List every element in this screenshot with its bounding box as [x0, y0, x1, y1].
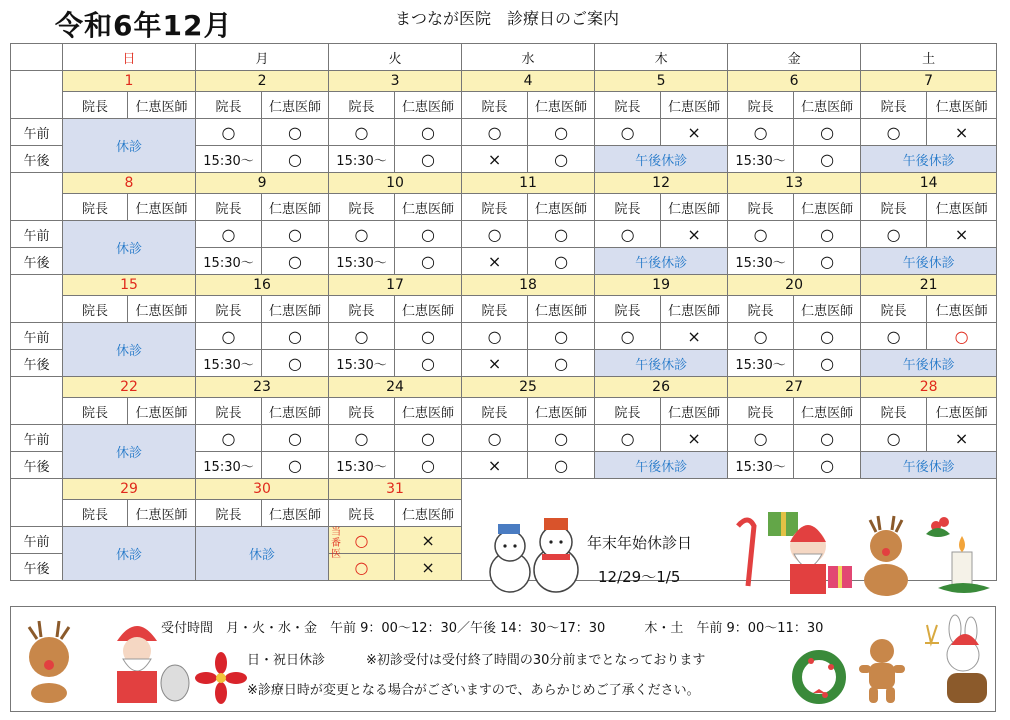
pm-mark: 15:30～: [728, 248, 794, 275]
staff-incho: 院長: [595, 194, 661, 221]
staff-jinkei: 仁恵医師: [794, 296, 861, 323]
am-mark: ○: [728, 221, 794, 248]
staff-incho: 院長: [196, 398, 262, 425]
staff-incho: 院長: [462, 398, 528, 425]
am-mark: ○: [462, 425, 528, 452]
date-row: [11, 71, 997, 92]
am-mark: ○: [794, 323, 861, 350]
pm-label: 午後: [11, 452, 63, 479]
pm-mark: ○: [395, 452, 462, 479]
staff-incho: 院長: [329, 194, 395, 221]
staff-row: [11, 92, 997, 119]
am-mark: ○: [861, 323, 927, 350]
change-notice: ※診療日時が変更となる場合がございますので、あらかじめご了承ください。: [247, 683, 700, 698]
am-mark: ○: [329, 323, 395, 350]
closed-days-note: 日・祝日休診: [247, 653, 326, 668]
kyushin-cell: 休診: [63, 425, 196, 479]
date-23: 23: [196, 377, 329, 398]
gingerbread-icon: [857, 635, 907, 709]
staff-incho: 院長: [462, 92, 528, 119]
am-mark: ○: [329, 221, 395, 248]
staff-jinkei: 仁恵医師: [927, 92, 997, 119]
am-mark: ○: [528, 221, 595, 248]
date-29: 29: [63, 479, 196, 500]
staff-jinkei: 仁恵医師: [927, 194, 997, 221]
staff-jinkei: 仁恵医師: [794, 92, 861, 119]
gogo-kyushin-cell: 午後休診: [595, 350, 728, 377]
date-13: 13: [728, 173, 861, 194]
staff-jinkei: 仁恵医師: [262, 398, 329, 425]
staff-incho: 院長: [728, 398, 794, 425]
am-label: 午前: [11, 119, 63, 146]
staff-jinkei: 仁恵医師: [661, 296, 728, 323]
touban-pm-b: ×: [395, 554, 462, 581]
staff-jinkei: 仁恵医師: [128, 296, 196, 323]
am-mark: ○: [329, 119, 395, 146]
am-label: 午前: [11, 425, 63, 452]
kyushin-cell: 休診: [63, 527, 196, 581]
am-mark: ○: [861, 425, 927, 452]
am-row: [11, 425, 997, 452]
pm-mark: ○: [794, 452, 861, 479]
pm-mark: ○: [794, 248, 861, 275]
wreath-icon: [789, 647, 849, 711]
staff-incho: 院長: [595, 398, 661, 425]
am-mark: ×: [661, 425, 728, 452]
am-label: 午前: [11, 323, 63, 350]
pm-mark: ○: [528, 350, 595, 377]
staff-row: [11, 398, 997, 425]
date-14: 14: [861, 173, 997, 194]
gogo-kyushin-cell: 午後休診: [861, 350, 997, 377]
pm-mark: ×: [462, 248, 528, 275]
touban-am-a: 当番医 ○: [329, 527, 395, 554]
date-1: 1: [63, 71, 196, 92]
staff-incho: 院長: [595, 92, 661, 119]
pm-mark: 15:30～: [196, 146, 262, 173]
am-mark: ○: [196, 119, 262, 146]
staff-jinkei: 仁恵医師: [395, 500, 462, 527]
am-mark: ○: [595, 221, 661, 248]
date-24: 24: [329, 377, 462, 398]
pm-mark: 15:30～: [196, 350, 262, 377]
am-mark: ×: [927, 119, 997, 146]
date-31: 31: [329, 479, 462, 500]
gogo-kyushin-cell: 午後休診: [595, 146, 728, 173]
pm-mark: ○: [528, 146, 595, 173]
am-mark: ○: [462, 323, 528, 350]
am-mark: ○: [794, 221, 861, 248]
corner-cell: [11, 44, 63, 71]
gogo-kyushin-cell: 午後休診: [861, 452, 997, 479]
poinsettia-icon: [194, 651, 248, 709]
weekday-wed: 水: [462, 44, 595, 71]
pm-mark: 15:30～: [329, 248, 395, 275]
am-mark: ○: [395, 425, 462, 452]
am-mark: ○: [262, 323, 329, 350]
date-15: 15: [63, 275, 196, 296]
week-label-cell: [11, 275, 63, 323]
week-label-cell: [11, 479, 63, 527]
reindeer-left-icon: [15, 613, 85, 707]
staff-row: [11, 194, 997, 221]
staff-jinkei: 仁恵医師: [128, 92, 196, 119]
pm-label: 午後: [11, 248, 63, 275]
staff-incho: 院長: [63, 398, 128, 425]
date-5: 5: [595, 71, 728, 92]
holiday-notice-dates: 12/29〜1/5: [598, 568, 681, 586]
am-mark: ○: [395, 119, 462, 146]
date-17: 17: [329, 275, 462, 296]
am-mark: ○: [861, 119, 927, 146]
date-6: 6: [728, 71, 861, 92]
am-mark: ○: [262, 119, 329, 146]
staff-incho: 院長: [728, 296, 794, 323]
staff-jinkei: 仁恵医師: [528, 194, 595, 221]
staff-incho: 院長: [728, 194, 794, 221]
staff-incho: 院長: [196, 194, 262, 221]
staff-incho: 院長: [861, 194, 927, 221]
am-mark: ×: [661, 221, 728, 248]
am-mark: ○: [528, 323, 595, 350]
weekday-sat: 土: [861, 44, 997, 71]
staff-incho: 院長: [63, 296, 128, 323]
pm-mark: ○: [395, 248, 462, 275]
am-mark: ○: [595, 425, 661, 452]
pm-mark: ○: [262, 452, 329, 479]
pm-label: 午後: [11, 350, 63, 377]
staff-jinkei: 仁恵医師: [661, 194, 728, 221]
pm-mark: 15:30～: [329, 452, 395, 479]
date-20: 20: [728, 275, 861, 296]
staff-jinkei: 仁恵医師: [262, 194, 329, 221]
week-label-cell: [11, 173, 63, 221]
staff-jinkei: 仁恵医師: [128, 194, 196, 221]
am-mark: ○: [462, 119, 528, 146]
am-mark: ×: [661, 323, 728, 350]
date-19: 19: [595, 275, 728, 296]
pm-mark: 15:30～: [329, 350, 395, 377]
date-16: 16: [196, 275, 329, 296]
staff-incho: 院長: [329, 398, 395, 425]
staff-jinkei: 仁恵医師: [395, 296, 462, 323]
date-21: 21: [861, 275, 997, 296]
am-mark: ○: [728, 323, 794, 350]
am-mark: ○: [528, 425, 595, 452]
pm-mark: ○: [794, 146, 861, 173]
staff-jinkei: 仁恵医師: [395, 194, 462, 221]
pm-mark: ○: [262, 350, 329, 377]
gogo-kyushin-cell: 午後休診: [861, 146, 997, 173]
snowman-illustration: [478, 510, 588, 600]
date-11: 11: [462, 173, 595, 194]
date-10: 10: [329, 173, 462, 194]
staff-jinkei: 仁恵医師: [528, 398, 595, 425]
first-visit-note: ※初診受付は受付終了時間の30分前までとなっております: [366, 653, 706, 668]
staff-incho: 院長: [728, 92, 794, 119]
date-row: [11, 173, 997, 194]
pm-mark: ×: [462, 146, 528, 173]
kyushin-cell: 休診: [63, 221, 196, 275]
pm-mark: ○: [528, 452, 595, 479]
pm-label: 午後: [11, 554, 63, 581]
candle-holly-illustration: [918, 506, 994, 602]
kyushin-cell: 休診: [63, 119, 196, 173]
am-mark: ○: [395, 323, 462, 350]
page-subtitle: まつなが医院 診療日のご案内: [395, 9, 620, 28]
info-panel: [10, 606, 996, 712]
am-mark: ○: [329, 425, 395, 452]
holiday-notice-title: 年末年始休診日: [587, 534, 693, 552]
pm-mark: 15:30～: [728, 146, 794, 173]
gogo-kyushin-cell: 午後休診: [595, 452, 728, 479]
reindeer-illustration: [856, 510, 916, 600]
touban-am-b: ×: [395, 527, 462, 554]
am-mark: ○: [728, 425, 794, 452]
weekday-mon: 月: [196, 44, 329, 71]
date-4: 4: [462, 71, 595, 92]
staff-jinkei: 仁恵医師: [128, 500, 196, 527]
week-label-cell: [11, 377, 63, 425]
staff-incho: 院長: [63, 194, 128, 221]
staff-incho: 院長: [196, 296, 262, 323]
staff-jinkei: 仁恵医師: [262, 500, 329, 527]
pm-mark: ○: [395, 350, 462, 377]
am-mark: ○: [595, 323, 661, 350]
pm-mark: 15:30～: [196, 452, 262, 479]
date-25: 25: [462, 377, 595, 398]
date-7: 7: [861, 71, 997, 92]
am-mark: ○: [262, 425, 329, 452]
staff-jinkei: 仁恵医師: [128, 398, 196, 425]
date-9: 9: [196, 173, 329, 194]
staff-incho: 院長: [63, 500, 128, 527]
staff-jinkei: 仁恵医師: [794, 398, 861, 425]
staff-jinkei: 仁恵医師: [262, 92, 329, 119]
pm-mark: 15:30～: [728, 350, 794, 377]
am-mark: ○: [196, 323, 262, 350]
am-mark: ×: [661, 119, 728, 146]
weekday-sun: 日: [63, 44, 196, 71]
staff-incho: 院長: [329, 92, 395, 119]
date-row: [11, 479, 997, 500]
am-mark: ×: [927, 221, 997, 248]
weekday-thu: 木: [595, 44, 728, 71]
am-row: [11, 323, 997, 350]
rabbit-cake-icon: [911, 615, 993, 715]
date-22: 22: [63, 377, 196, 398]
staff-jinkei: 仁恵医師: [395, 92, 462, 119]
am-mark: ○: [196, 425, 262, 452]
staff-incho: 院長: [63, 92, 128, 119]
staff-incho: 院長: [329, 500, 395, 527]
am-mark: ○: [794, 425, 861, 452]
touban-pm-a: ○: [329, 554, 395, 581]
staff-incho: 院長: [861, 92, 927, 119]
pm-mark: 15:30～: [728, 452, 794, 479]
kyushin-cell: 休診: [196, 527, 329, 581]
date-26: 26: [595, 377, 728, 398]
date-27: 27: [728, 377, 861, 398]
pm-mark: ○: [395, 146, 462, 173]
date-row: [11, 377, 997, 398]
staff-jinkei: 仁恵医師: [927, 398, 997, 425]
schedule-table: [10, 43, 997, 581]
am-mark: ×: [927, 425, 997, 452]
pm-label: 午後: [11, 146, 63, 173]
weekday-fri: 金: [728, 44, 861, 71]
pm-mark: ×: [462, 452, 528, 479]
am-mark: ○: [462, 221, 528, 248]
date-28: 28: [861, 377, 997, 398]
date-2: 2: [196, 71, 329, 92]
am-mark: ○: [395, 221, 462, 248]
am-mark: ○: [794, 119, 861, 146]
week-label-cell: [11, 71, 63, 119]
pm-mark: 15:30～: [196, 248, 262, 275]
staff-jinkei: 仁恵医師: [794, 194, 861, 221]
santa-gifts-illustration: [728, 506, 858, 602]
page-title: 令和6年12月: [55, 9, 233, 42]
staff-incho: 院長: [196, 500, 262, 527]
staff-jinkei: 仁恵医師: [927, 296, 997, 323]
pm-mark: ○: [794, 350, 861, 377]
staff-incho: 院長: [462, 194, 528, 221]
pm-mark: ×: [462, 350, 528, 377]
am-mark: ○: [528, 119, 595, 146]
am-mark: ○: [595, 119, 661, 146]
staff-incho: 院長: [196, 92, 262, 119]
date-row: [11, 275, 997, 296]
staff-incho: 院長: [861, 296, 927, 323]
am-mark: ○: [861, 221, 927, 248]
staff-incho: 院長: [861, 398, 927, 425]
am-label: 午前: [11, 527, 63, 554]
staff-jinkei: 仁恵医師: [528, 92, 595, 119]
touban-label: 当番医: [331, 527, 342, 560]
kyushin-cell: 休診: [63, 323, 196, 377]
staff-jinkei: 仁恵医師: [661, 398, 728, 425]
staff-incho: 院長: [329, 296, 395, 323]
weekday-header: [11, 44, 997, 71]
pm-mark: ○: [262, 248, 329, 275]
date-30: 30: [196, 479, 329, 500]
staff-jinkei: 仁恵医師: [661, 92, 728, 119]
weekday-tue: 火: [329, 44, 462, 71]
am-mark: ○: [728, 119, 794, 146]
am-mark: ○: [196, 221, 262, 248]
am-row: [11, 119, 997, 146]
am-label: 午前: [11, 221, 63, 248]
staff-incho: 院長: [595, 296, 661, 323]
date-3: 3: [329, 71, 462, 92]
am-mark: ○: [927, 323, 997, 350]
reception-hours: 受付時間 月・火・水・金 午前 9：00〜12：30／午後 14：30〜17：30 木・土 午前 9：00〜11：30: [161, 621, 824, 636]
date-18: 18: [462, 275, 595, 296]
gogo-kyushin-cell: 午後休診: [861, 248, 997, 275]
staff-incho: 院長: [462, 296, 528, 323]
staff-jinkei: 仁恵医師: [395, 398, 462, 425]
date-8: 8: [63, 173, 196, 194]
gogo-kyushin-cell: 午後休診: [595, 248, 728, 275]
pm-mark: ○: [528, 248, 595, 275]
pm-mark: ○: [262, 146, 329, 173]
am-mark: ○: [262, 221, 329, 248]
staff-row: [11, 296, 997, 323]
date-12: 12: [595, 173, 728, 194]
staff-jinkei: 仁恵医師: [262, 296, 329, 323]
pm-mark: 15:30～: [329, 146, 395, 173]
staff-jinkei: 仁恵医師: [528, 296, 595, 323]
am-row: [11, 221, 997, 248]
